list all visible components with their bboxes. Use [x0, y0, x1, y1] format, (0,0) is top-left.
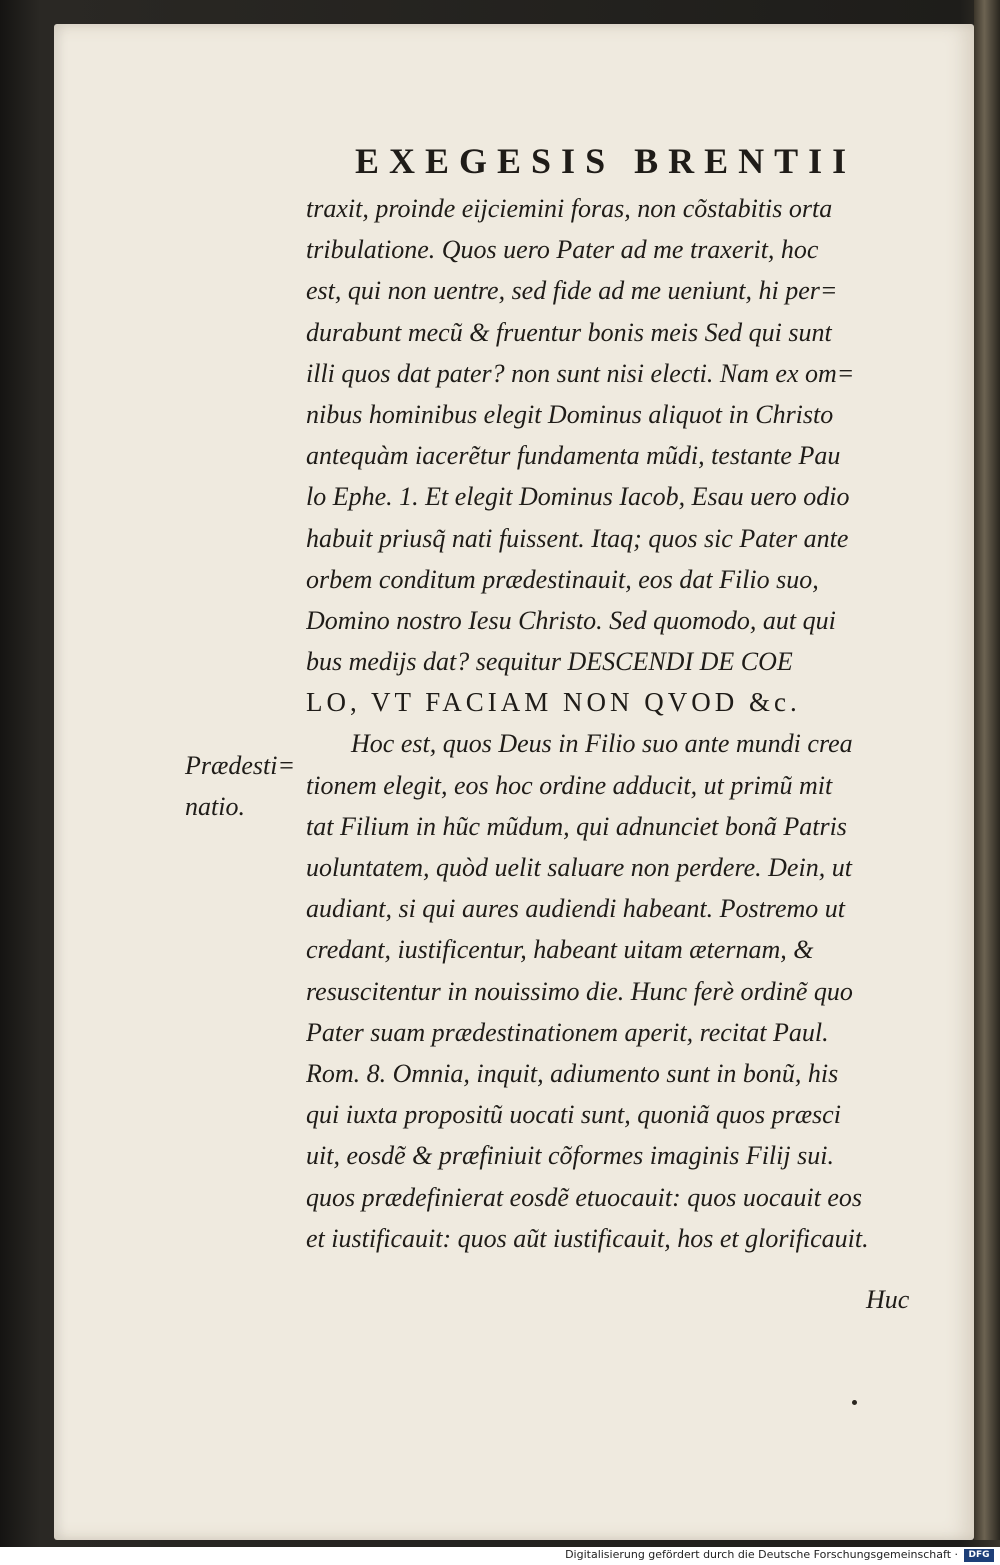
- text-line: habuit priusq̃ nati fuissent. Itaq; quos sic Pater ante: [306, 523, 849, 553]
- marginal-note-line: Prædesti=: [185, 751, 295, 780]
- marginal-note: [185, 745, 295, 827]
- book-edge: [974, 0, 1000, 1540]
- running-head: EXEGESIS BRENTII: [355, 141, 857, 181]
- text-line: uoluntatem, quòd uelit saluare non perdere. Dein, ut: [306, 853, 852, 882]
- marginal-note-line: natio.: [185, 792, 245, 821]
- text-line: LO, VT FACIAM NON QVOD &c.: [306, 687, 801, 718]
- text-line: orbem conditum prædestinauit, eos dat Filio suo,: [306, 564, 819, 594]
- text-line: Rom. 8. Omnia, inquit, adiumento sunt in bonũ, his: [306, 1058, 839, 1088]
- text-line: tat Filium in hũc mũdum, qui adnunciet bonã Patris: [306, 811, 847, 841]
- text-line: nibus hominibus elegit Dominus aliquot in Christo: [306, 399, 834, 429]
- text-line: est, qui non uentre, sed fide ad me ueniunt, hi per=: [306, 276, 838, 306]
- text-line: antequàm iacerẽtur fundamenta mũdi, testante Pau: [306, 441, 841, 471]
- text-line: audiant, si qui aures audiendi habeant. Postremo ut: [306, 894, 845, 924]
- text-line: qui iuxta propositũ uocati sunt, quoniã quos præsci: [306, 1100, 841, 1130]
- text-line: illi quos dat pater? non sunt nisi electi. Nam ex om=: [306, 358, 855, 388]
- body-text: [306, 188, 936, 1259]
- text-line: lo Ephe. 1. Et elegit Dominus Iacob, Esau uero odio: [306, 482, 850, 512]
- text-line: traxit, proinde eijciemini foras, non cõstabitis orta: [306, 194, 833, 223]
- text-line: Hoc est, quos Deus in Filio suo ante mundi crea: [351, 729, 853, 759]
- catchword: Huc: [866, 1285, 910, 1314]
- text-line: Pater suam prædestinationem aperit, recitat Paul.: [306, 1017, 829, 1047]
- footer-credit: Digitalisierung gefördert durch die Deutsche Forschungsgemeinschaft ·: [565, 1548, 958, 1561]
- text-line: uit, eosdẽ & præfiniuit cõformes imaginis Filij sui.: [306, 1141, 834, 1171]
- dfg-logo: DFG: [964, 1549, 994, 1562]
- text-line: credant, iustificentur, habeant uitam æternam, &: [306, 935, 814, 965]
- ink-speck: [852, 1400, 857, 1405]
- text-line: durabunt mecũ & fruentur bonis meis Sed qui sunt: [306, 317, 832, 347]
- text-line: quos prædefinierat eosdẽ etuocauit: quos uocauit eos: [306, 1182, 863, 1212]
- text-line: bus medijs dat? sequitur DESCENDI DE COE: [306, 647, 793, 677]
- text-line: et iustificauit: quos aũt iustificauit, hos et glorificauit.: [306, 1223, 869, 1253]
- text-line: resuscitentur in nouissimo die. Hunc ferè ordinẽ quo: [306, 976, 853, 1006]
- text-line: Domino nostro Iesu Christo. Sed quomodo, aut qui: [306, 605, 836, 635]
- text-line: tribulatione. Quos uero Pater ad me traxerit, hoc: [306, 235, 819, 265]
- text-line: tionem elegit, eos hoc ordine adducit, ut primũ mit: [306, 770, 833, 800]
